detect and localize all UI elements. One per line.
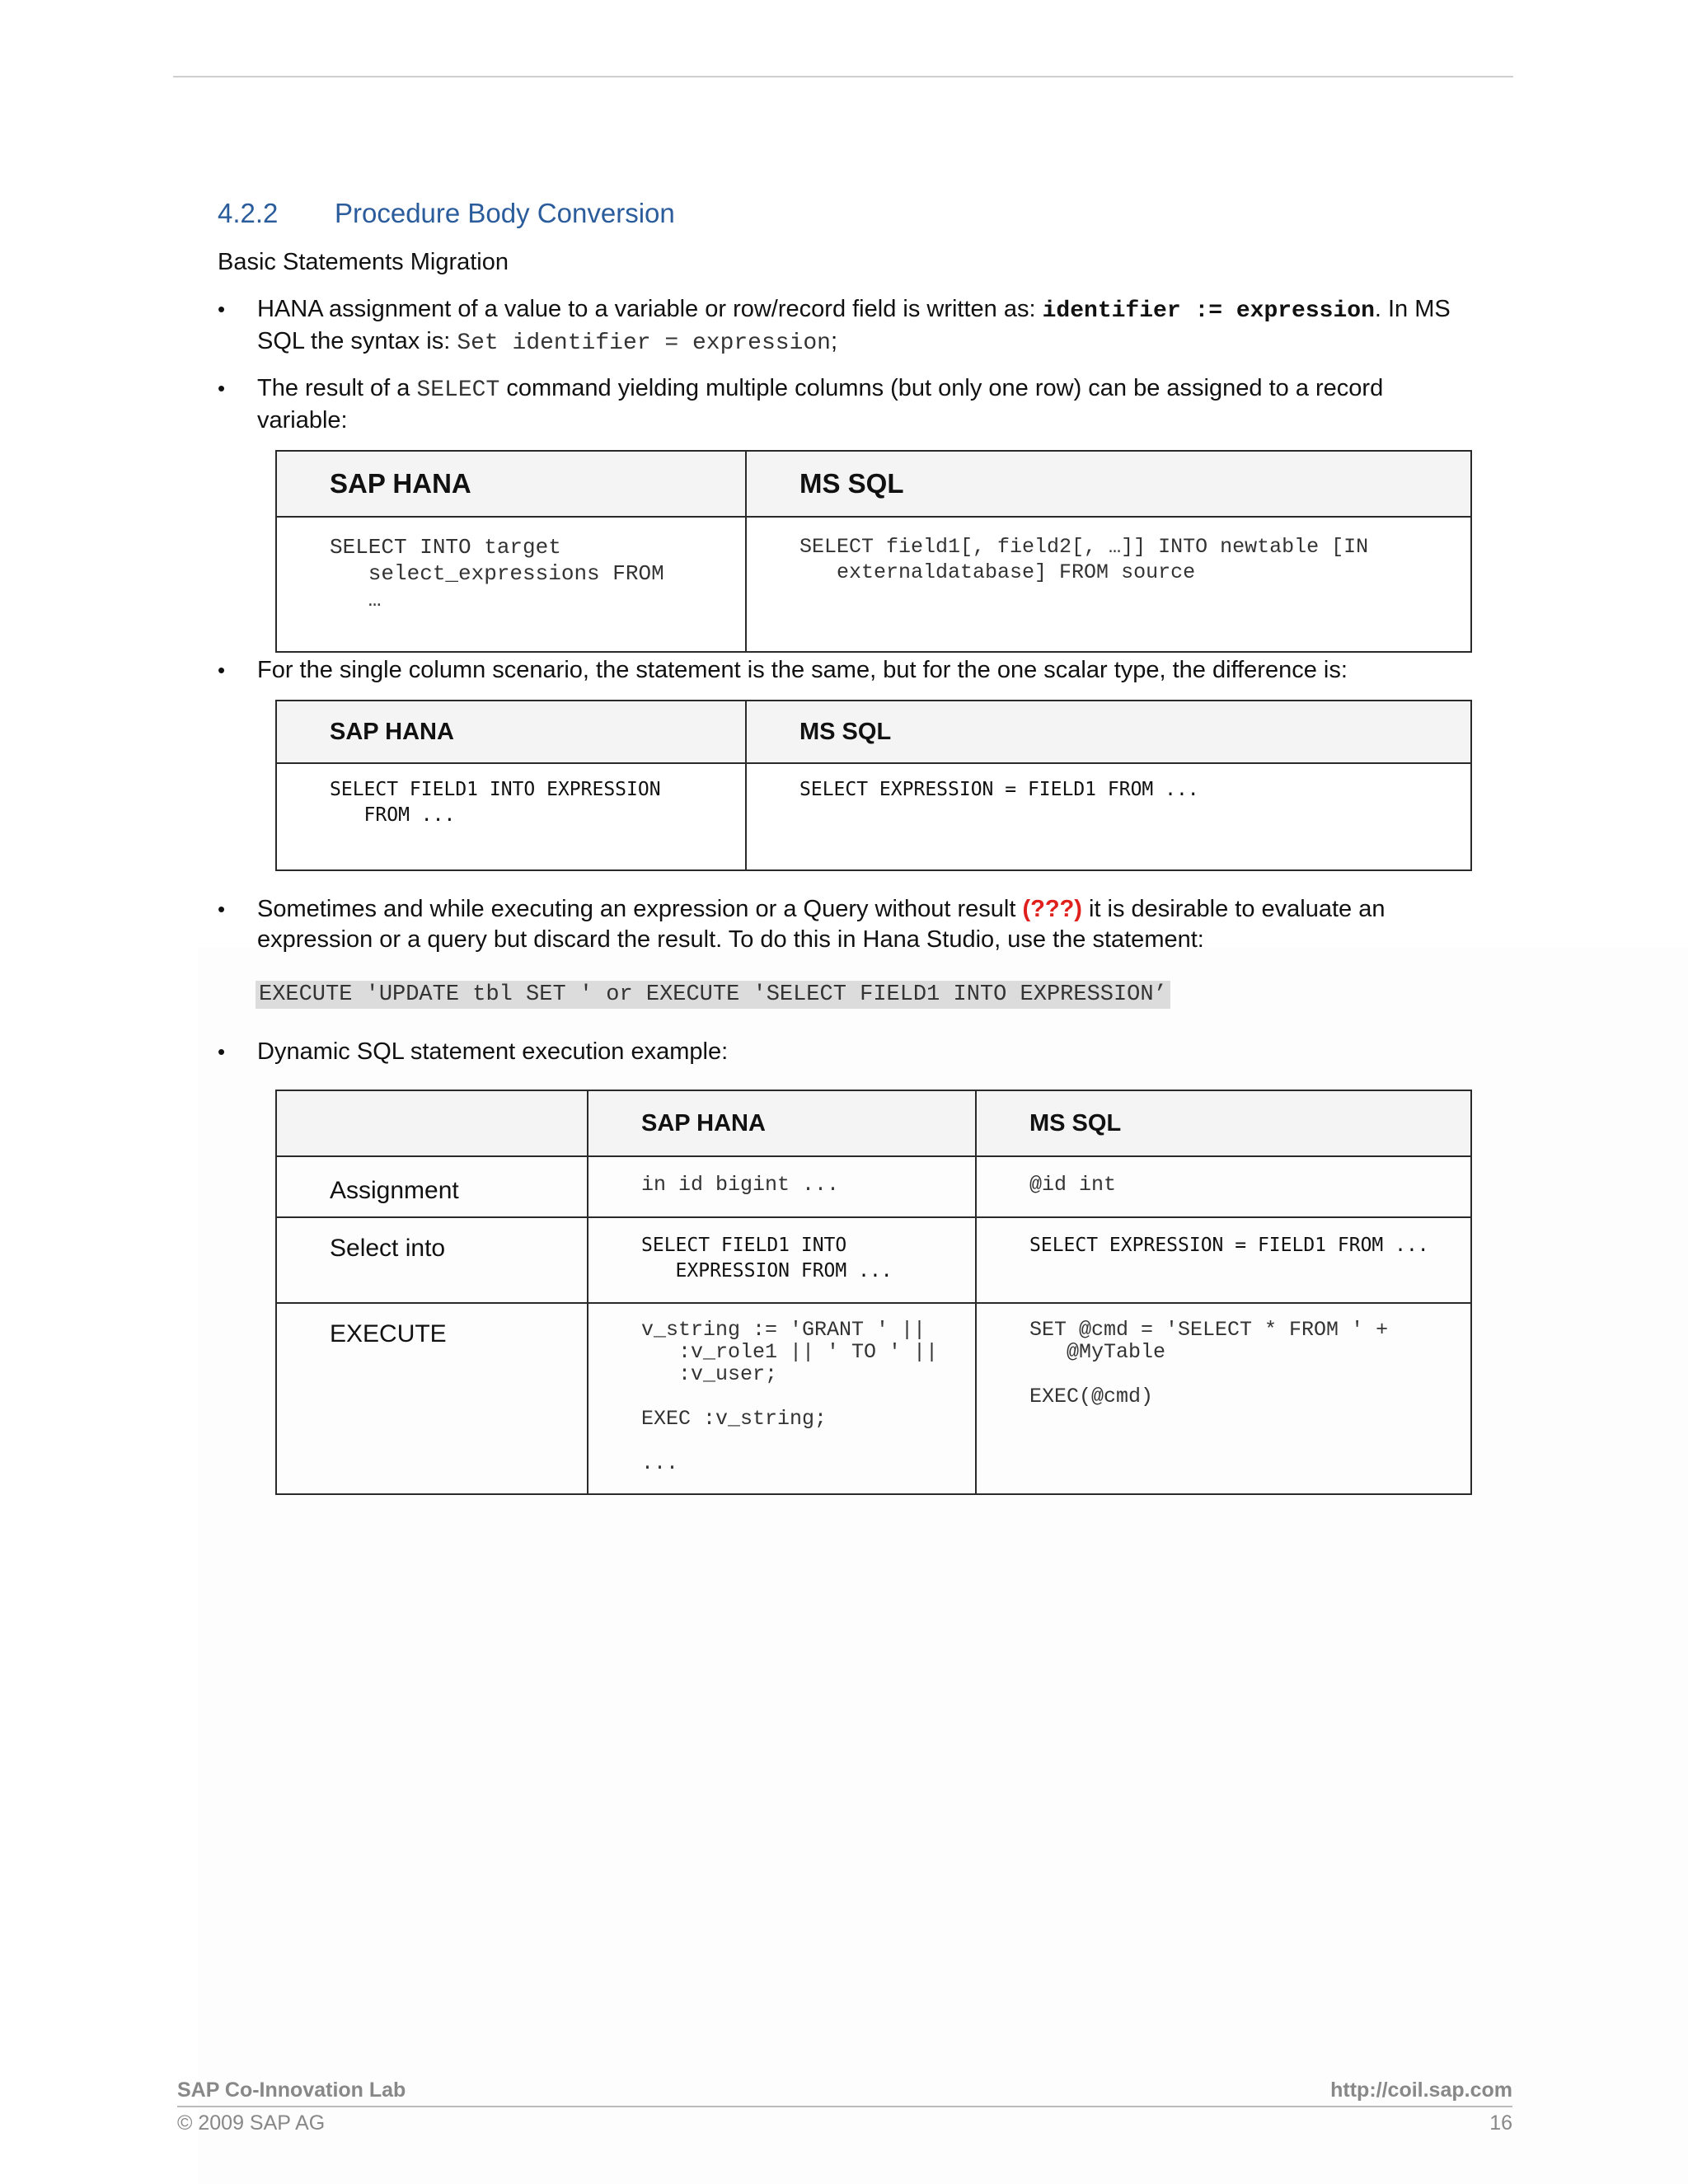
footer-rule [177,2106,1512,2107]
header-sap-hana: SAP HANA [276,701,746,763]
table-record-select [275,450,1472,653]
footer-top-line [177,2079,1512,2102]
bullet-text: For the single column scenario, the statement is the same, but for the one scalar type, the difference is: [257,657,1348,683]
hana-code: v_string := 'GRANT ' || :v_role1 || ' TO ' || :v_user; EXEC :v_string; ... [588,1303,976,1494]
bullet-text: Dynamic SQL statement execution example: [257,1038,729,1065]
row-label: Assignment [276,1156,588,1217]
page-number: 16 [1489,2111,1512,2135]
bullet-dot: • [218,1039,226,1064]
execute-statement: EXECUTE 'UPDATE tbl SET ' or EXECUTE 'SELECT FIELD1 INTO EXPRESSION’ [256,981,1170,1009]
text-run: HANA assignment of a value to a variable or row/record field is written as: [257,296,1043,322]
bullet-text [257,294,1470,359]
text-run: it is desirable to evaluate an expression or a query but discard the result. To do this in Hana Studio, use the statement: [257,896,1386,953]
bullet-dot: • [218,297,226,321]
header-sap-hana: SAP HANA [276,451,746,517]
header-ms-sql: MS SQL [976,1090,1471,1156]
section-title: Procedure Body Conversion [335,198,675,228]
bullet-discard-result [218,894,1470,955]
header-ms-sql: MS SQL [746,451,1471,517]
mssql-code: SELECT EXPRESSION = FIELD1 FROM ... [976,1217,1471,1303]
table-row [276,1156,1471,1217]
mssql-code: @id int [976,1156,1471,1217]
text-run: . In MS SQL the syntax is: [257,296,1451,354]
table-dynamic-sql [275,1090,1472,1495]
text-run: Sometimes and while executing an expression or a Query without result [257,896,1023,922]
footer-url[interactable]: http://coil.sap.com [1330,2079,1512,2102]
header-empty [276,1090,588,1156]
text-run: The result of a [257,375,417,401]
table-row [276,517,1471,652]
bullet-assignment [218,294,1470,359]
subheading: Basic Statements Migration [218,249,509,275]
footer-copyright: © 2009 SAP AG [177,2111,326,2135]
mssql-code: SELECT EXPRESSION = FIELD1 FROM ... [746,763,1471,870]
table-row [276,1217,1471,1303]
table-scalar-select [275,700,1472,871]
bullet-dot: • [218,658,226,682]
bullet-dot: • [218,376,226,401]
hana-code: SELECT FIELD1 INTO EXPRESSION FROM ... [588,1217,976,1303]
table-header-row [276,701,1471,763]
footer-org: SAP Co-Innovation Lab [177,2079,406,2102]
hana-code: in id bigint ... [588,1156,976,1217]
hana-code: SELECT FIELD1 INTO EXPRESSION FROM ... [276,763,746,870]
bullet-text [257,894,1470,955]
question-marks: (???) [1022,896,1082,922]
footer-bottom-line [177,2111,1512,2135]
text-run: command yielding multiple columns (but only one row) can be assigned to a record variable: [257,375,1384,434]
table-row [276,763,1471,870]
text-run: ; [831,328,838,354]
header-rule [173,76,1513,77]
bullet-text [257,373,1470,436]
bullet-select-record [218,373,1470,436]
mssql-code: SET @cmd = 'SELECT * FROM ' + @MyTable EXEC(@cmd) [976,1303,1471,1494]
bullet-single-column [218,655,1470,686]
table-row [276,1303,1471,1494]
bullet-dynamic-sql [218,1037,1470,1067]
table-header-row [276,451,1471,517]
row-label: EXECUTE [276,1303,588,1494]
table-header-row [276,1090,1471,1156]
header-sap-hana: SAP HANA [588,1090,976,1156]
hana-code: SELECT INTO target select_expressions FROM … [276,517,746,652]
row-label: Select into [276,1217,588,1303]
header-ms-sql: MS SQL [746,701,1471,763]
section-number: 4.2.2 [218,198,279,228]
section-heading [218,198,675,229]
mssql-code: SELECT field1[, field2[, …]] INTO newtable [IN externaldatabase] FROM source [746,517,1471,652]
code-inline: SELECT [416,377,500,403]
code-inline-bold: identifier := expression [1042,298,1375,324]
bullet-dot: • [218,897,226,921]
code-inline: Set identifier = expression [457,330,831,356]
